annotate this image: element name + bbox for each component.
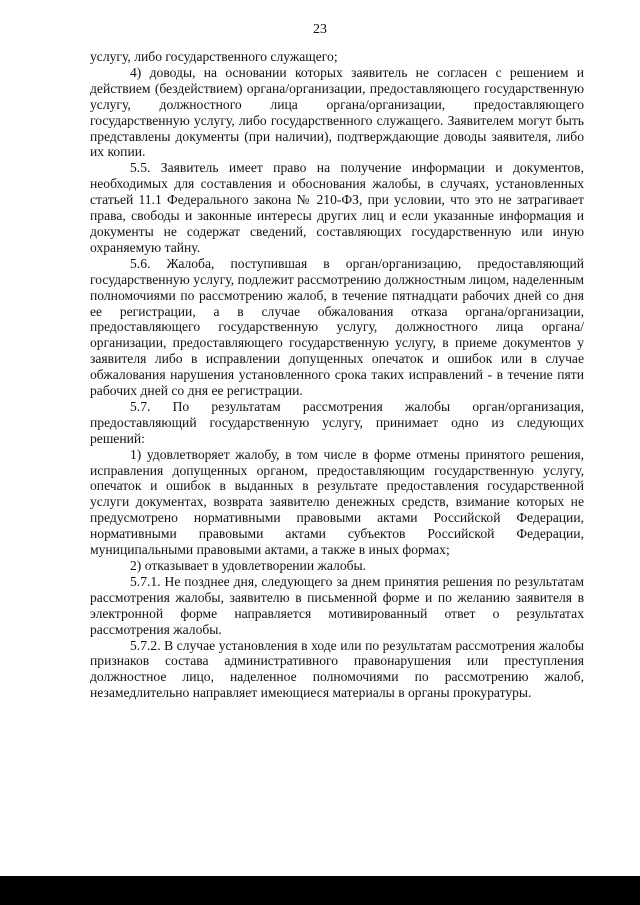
paragraph-5-6: 5.6. Жалоба, поступившая в орган/организацию, предоставляющий государственную услугу, подлежит рассмотрению должностным лицом, наделенным полномочиями по рассмотрению жалоб, в течение пятнадцати рабочих дней со дня ее регистрации, а в случае обжалования отказа органа/организации, предоставляющего государственную услугу, должностного лица органа/организации, предоставляющего государственную услугу, в приеме документов у заявителя либо в исправлении допущенных опечаток и ошибок или в случае обжалования нарушения установленного срока таких исправлений - в течение пяти рабочих дней со дня ее регистрации. [90, 255, 584, 399]
paragraph-item-1: 1) удовлетворяет жалобу, в том числе в форме отмены принятого решения, исправления допущенных органом, предоставляющим государственную услугу, опечаток и ошибок в выданных в результате предоставления государственной услуги документах, возврата заявителю денежных средств, взимание которых не предусмотрено нормативными правовыми актами Российской Федерации, нормативными правовыми актами субъектов Российской Федерации, муниципальными правовыми актами, а также в иных формах; [90, 446, 584, 558]
paragraph-5-7: 5.7. По результатам рассмотрения жалобы орган/организация, предоставляющий государственную услугу, принимает одно из следующих решений: [90, 398, 584, 446]
paragraph-5-7-1: 5.7.1. Не позднее дня, следующего за днем принятия решения по результатам рассмотрения жалобы, заявителю в письменной форме и по желанию заявителя в электронной форме направляется мотивированный ответ о результатах рассмотрения жалобы. [90, 573, 584, 637]
paragraph-5-7-2: 5.7.2. В случае установления в ходе или по результатам рассмотрения жалобы признаков состава административного правонарушения или преступления должностное лицо, наделенное полномочиями по рассмотрению жалоб, незамедлительно направляет имеющиеся материалы в органы прокуратуры. [90, 637, 584, 701]
paragraph-item-2: 2) отказывает в удовлетворении жалобы. [130, 558, 367, 573]
paragraph-item-4: 4) доводы, на основании которых заявитель не согласен с решением и действием (бездействием) органа/организации, предоставляющего государственную услугу, должностного лица органа/организации, предоставляющего государственную услугу, либо государственного служащего. Заявителем могут быть представлены документы (при наличии), подтверждающие доводы заявителя, либо их копии. [90, 64, 584, 160]
paragraph-continuation: услугу, либо государственного служащего; [90, 49, 338, 64]
paragraph-5-5: 5.5. Заявитель имеет право на получение информации и документов, необходимых для составления и обоснования жалобы, в случаях, установленных статьей 11.1 Федерального закона № 210-ФЗ, при условии, что это не затрагивает права, свободы и законные интересы других лиц и если указанные информация и документы не содержат сведений, составляющих государственную или иную охраняемую тайну. [90, 160, 584, 255]
scan-bottom-border [0, 876, 640, 905]
page-number: 23 [313, 22, 327, 37]
document-body [90, 49, 584, 701]
